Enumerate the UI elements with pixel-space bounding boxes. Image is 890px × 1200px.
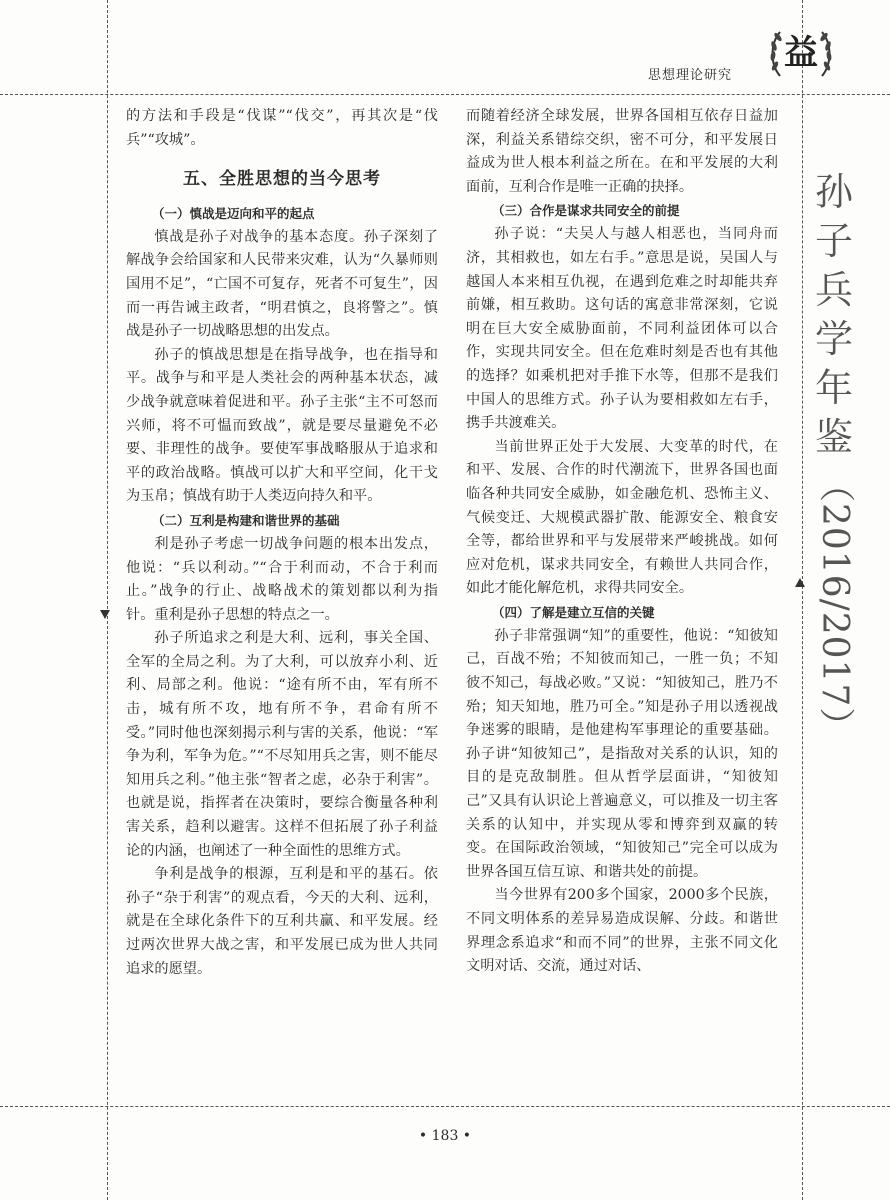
trim-line-right bbox=[802, 0, 803, 1200]
right-column bbox=[466, 105, 778, 979]
left-column bbox=[126, 105, 438, 981]
side-title-char: 年 bbox=[814, 366, 853, 410]
subsection-heading: （一）慎战是迈向和平的起点 bbox=[152, 205, 315, 221]
side-title-char: 孙 bbox=[814, 170, 853, 214]
triangle-down-icon bbox=[100, 610, 110, 619]
side-title-char: 子 bbox=[814, 219, 853, 263]
paragraph: 争利是战争的根源，互利是和平的基石。依孙子“杂于利害”的观点看，今天的大利、远利，就是在全球化条件下的互利共赢、和平发展。经过两次世界大战之害，和平发展已成为世人共同追求的愿望。 bbox=[126, 866, 438, 977]
paragraph: 孙子非常强调“知”的重要性，他说：“知彼知己，百战不殆；不知彼而知己，一胜一负；不知彼不知己，每战必败。”又说：“知彼知己，胜乃不殆；知天知地，胜乃可全。”知是孙子用以透视战争迷雾的眼睛，是他建构军事理论的重要基础。孙子讲“知彼知己”，是指敌对关系的认识，知的目的是克敌制胜。但从哲学层面讲，“知彼知己”又具有认识论上普遍意义，可以推及一切主客关系的认知中，并实现从零和博弈到双赢的转变。在国际政治领域，“知彼知己”完全可以成为世界各国互信互谅、和谐共处的前提。 bbox=[466, 627, 778, 880]
paragraph: 的方法和手段是“伐谋”“伐交”，再其次是“伐兵”“攻城”。 bbox=[126, 108, 438, 148]
side-title-char: 兵 bbox=[814, 268, 853, 312]
side-book-title bbox=[808, 168, 860, 756]
paragraph: 当前世界正处于大发展、大变革的时代，在和平、发展、合作的时代潮流下，世界各国也面临各种共同安全威胁，如金融危机、恐怖主义、气候变迁、大规模武器扩散、能源安全、粮食安全等，都给世界和平与发展带来严峻挑战。如何应对危机，谋求共同安全，有赖世人共同合作，如此才能化解危机，求得共同安全。 bbox=[466, 438, 778, 597]
side-title-year: （2016/2017） bbox=[814, 466, 855, 745]
subsection-heading: （三）合作是谋求共同安全的前提 bbox=[492, 203, 680, 219]
trim-line-top bbox=[0, 94, 890, 95]
page-number: • 183 • bbox=[418, 1128, 472, 1144]
paragraph: 利是孙子考虑一切战争问题的根本出发点，他说：“兵以利动。”“合于利而动，不合于利而止。”战争的行止、战略战术的策划都以利为指针。重利是孙子思想的特点之一。 bbox=[126, 535, 438, 623]
paragraph: 孙子的慎战思想是在指导战争，也在指导和平。战争与和平是人类社会的两种基本状态，减少战争就意味着促进和平。孙子主张“主不可怒而兴师，将不可愠而致战”，就是要尽量避免不必要、非理性的战争。要使军事战略服从于追求和平的政治战略。慎战可以扩大和平空间，化干戈为玉帛；慎战有助于人类迈向持久和平。 bbox=[126, 346, 438, 505]
emblem-character: 益 bbox=[784, 33, 818, 73]
paragraph: 当今世界有200多个国家，2000多个民族，不同文明体系的差异易造成误解、分歧。和谐世界理念系追求“和而不同”的世界，主张不同文化文明对话、交流，通过对话、 bbox=[466, 887, 778, 975]
paragraph: 孙子说：“夫吴人与越人相恶也，当同舟而济，其相救也，如左右手。”意思是说，吴国人与越国人本来相互仇视，在遇到危难之时却能共弃前嫌，相互救助。这句话的寓意非常深刻，它说明在巨大安全威胁面前，不同利益团体可以合作，实现共同安全。但在危难时刻是否也有其他的选择？如乘机把对手推下水等，但那不是我们中国人的思维方式。孙子认为要相救如左右手，携手共渡难关。 bbox=[466, 226, 778, 432]
paragraph: 而随着经济全球发展，世界各国相互依存日益加深，利益关系错综交织，密不可分，和平发展日益成为世人根本利益之所在。在和平发展的大利面前，互利合作是唯一正确的抉择。 bbox=[466, 108, 778, 195]
subsection-heading: （二）互利是构建和谐世界的基础 bbox=[152, 512, 340, 528]
subsection-heading: （四）了解是建立互信的关键 bbox=[492, 604, 655, 620]
laurel-emblem-icon bbox=[766, 18, 836, 88]
trim-line-left bbox=[107, 0, 108, 1200]
side-title-char: 鉴 bbox=[814, 415, 853, 459]
paragraph: 慎战是孙子对战争的基本态度。孙子深刻了解战争会给国家和人民带来灾难，认为“久暴师则国用不足”，“亡国不可复存，死者不可复生”，因而一再告诫主政者，“明君慎之，良将警之”。慎战是孙子一切战略思想的出发点。 bbox=[126, 228, 438, 340]
triangle-up-icon bbox=[795, 578, 805, 587]
side-title-char: 学 bbox=[814, 317, 853, 361]
section-heading: 五、全胜思想的当今思考 bbox=[183, 169, 381, 190]
paragraph: 孙子所追求之利是大利、远利，事关全国、全军的全局之利。为了大利，可以放弃小利、近利、局部之利。他说：“途有所不由，军有所不击，城有所不攻，地有所不争，君命有所不受。”同时他也深刻揭示利与害的关系，他说：“军争为利，军争为危。”“不尽知用兵之害，则不能尽知用兵之利。”他主张“智者之虑，必杂于利害”。也就是说，指挥者在决策时，要综合衡量各种利害关系，趋利以避害。这样不但拓展了孙子利益论的内涵，也阐述了一种全面性的思维方式。 bbox=[126, 630, 438, 859]
trim-line-bottom bbox=[0, 1106, 890, 1107]
running-header: 思想理论研究 bbox=[648, 68, 733, 83]
